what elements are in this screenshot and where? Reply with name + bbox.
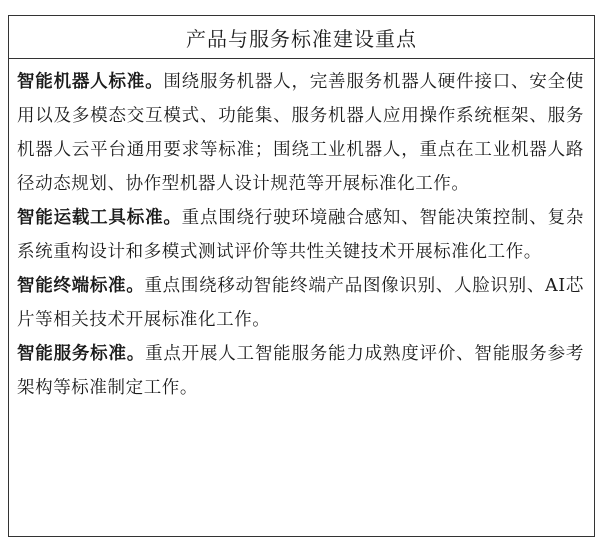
section-heading: 智能机器人标准。 <box>17 72 164 92</box>
section-heading: 智能终端标准。 <box>17 276 145 296</box>
section-body: 重点围绕移动智能终端产品图像识别、人脸识别、AI芯片等相关技术开展标准化工作。 <box>17 276 584 330</box>
table-content <box>9 59 594 405</box>
section-heading: 智能运载工具标准。 <box>17 208 182 228</box>
standards-table <box>8 15 595 537</box>
table-title: 产品与服务标准建设重点 <box>9 16 594 59</box>
section-heading: 智能服务标准。 <box>17 344 146 364</box>
section-service <box>17 337 584 405</box>
section-vehicle <box>17 201 584 269</box>
section-terminal <box>17 269 584 337</box>
section-body: 重点开展人工智能服务能力成熟度评价、智能服务参考架构等标准制定工作。 <box>17 344 584 398</box>
section-robot <box>17 65 584 201</box>
section-body: 围绕服务机器人，完善服务机器人硬件接口、安全使用以及多模态交互模式、功能集、服务机器人应用操作系统框架、服务机器人云平台通用要求等标准；围绕工业机器人，重点在工业机器人路径动态规划、协作型机器人设计规范等开展标准化工作。 <box>17 72 584 194</box>
section-body: 重点围绕行驶环境融合感知、智能决策控制、复杂系统重构设计和多模式测试评价等共性关键技术开展标准化工作。 <box>17 208 584 262</box>
